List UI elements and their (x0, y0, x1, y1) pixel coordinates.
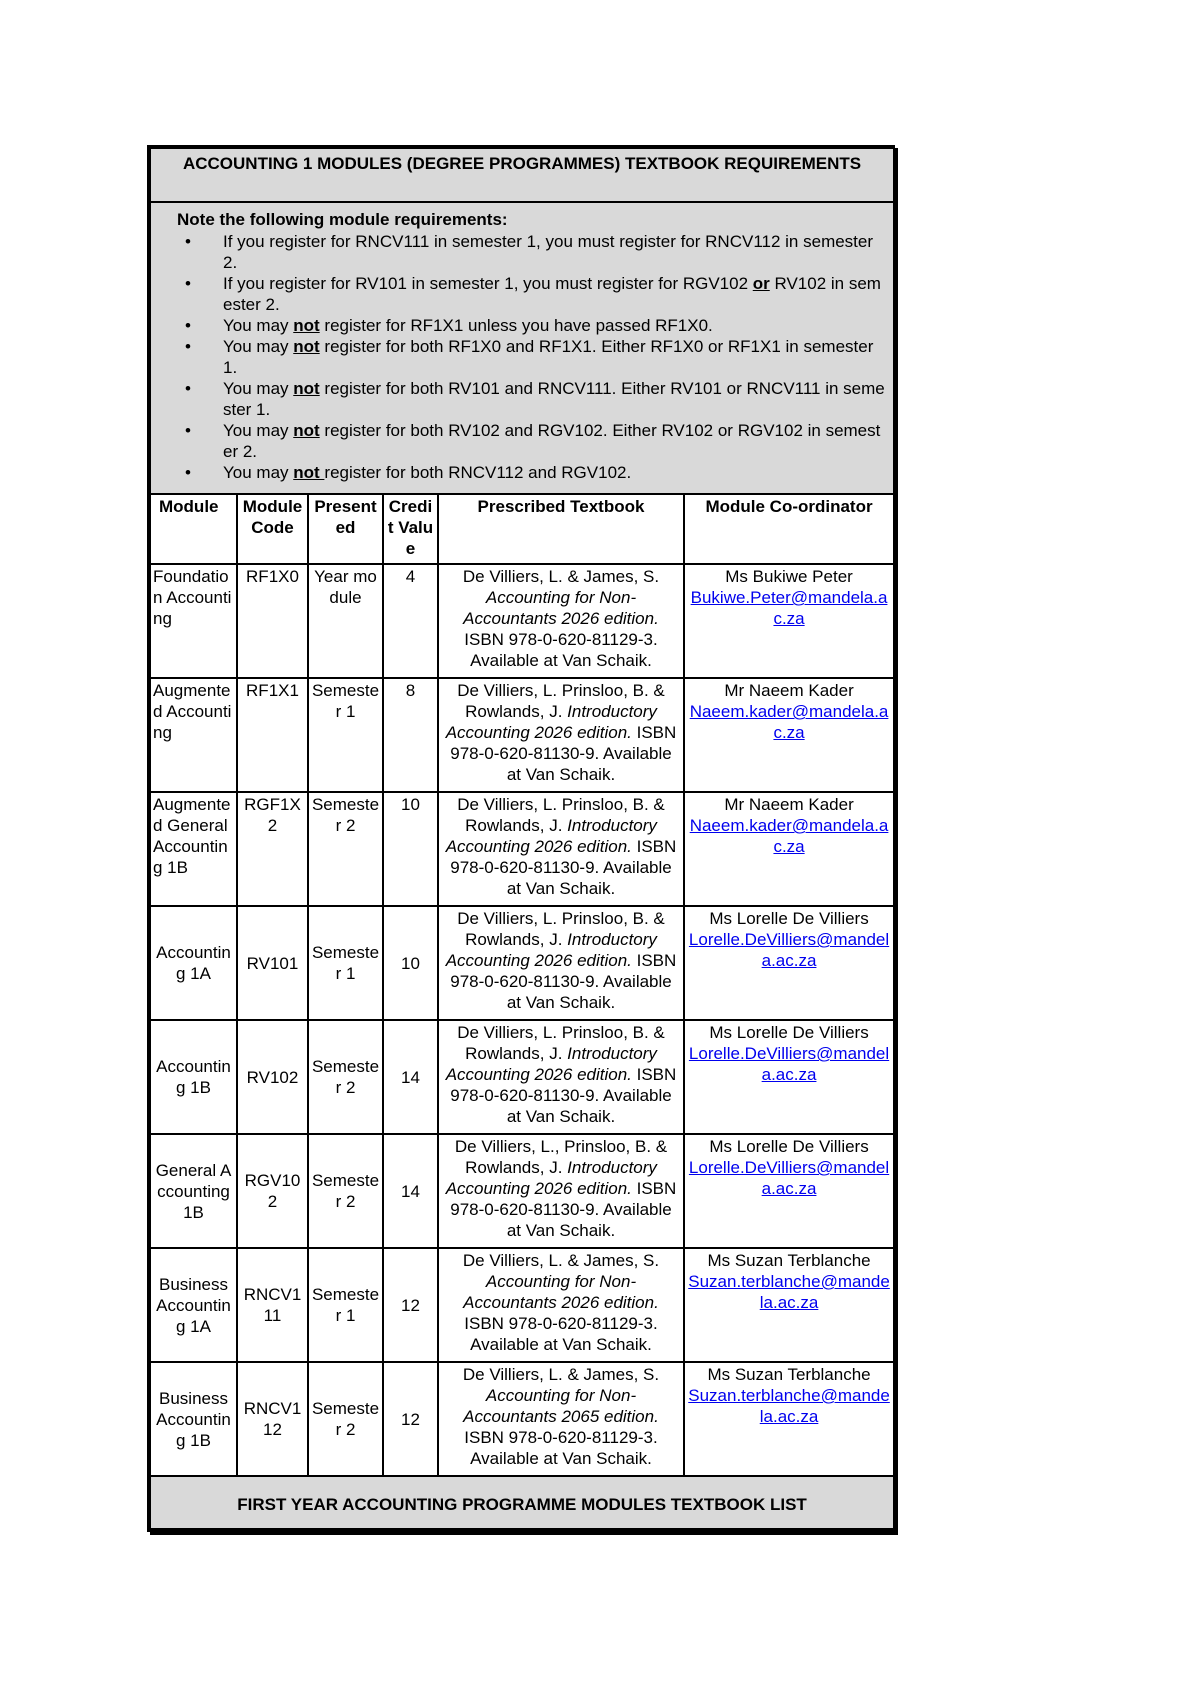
textbook-authors: De Villiers, L. Prinsloo, B. & Rowlands, J. (457, 795, 665, 835)
notes-heading: Note the following module requirements: (177, 210, 508, 229)
requirement-text: You may (223, 316, 294, 335)
table-row (150, 1362, 894, 1476)
coordinator-name: Mr Naeem Kader (724, 681, 854, 700)
textbook-authors: De Villiers, L. & James, S. (462, 1365, 660, 1384)
coordinator-name: Ms Lorelle De Villiers (709, 1137, 869, 1156)
table-row (150, 906, 894, 1020)
coordinator-cell (684, 1362, 894, 1476)
coordinator-cell (684, 678, 894, 792)
textbook-isbn: ISBN 978-0-620-81129-3. Available at Van Schaik. (464, 1428, 658, 1468)
requirement-item (223, 231, 885, 273)
requirement-text: You may (223, 463, 294, 482)
requirement-emphasis-text: not (293, 421, 320, 440)
requirement-text-end: register for both RV101 and RNCV111. Either RV101 or RNCV111 in semester 1. (223, 379, 885, 419)
presented-cell: Semester 1 (308, 678, 383, 792)
requirement-emphasis (293, 337, 319, 356)
requirement-text: If you register for RV101 in semester 1, you must register for RGV102 (223, 274, 753, 293)
column-header: Present ed (308, 494, 383, 564)
requirement-item (223, 273, 885, 315)
requirement-text: You may (223, 421, 294, 440)
module-code-cell: RGV102 (237, 1134, 308, 1248)
textbook-authors: De Villiers, L., Prinsloo, B. & Rowlands, J. (454, 1137, 668, 1177)
requirement-item (223, 420, 885, 462)
textbook-isbn: ISBN 978-0-620-81130-9. Available at Van Schaik. (450, 1179, 677, 1240)
textbook-title: Introductory Accounting 2026 edition. (445, 816, 657, 856)
table-row (150, 792, 894, 906)
coordinator-email-link[interactable]: Lorelle.DeVilliers@mandela.ac.za (688, 1044, 890, 1084)
module-code-cell: RV102 (237, 1020, 308, 1134)
module-name-cell: Accounting 1B (150, 1020, 237, 1134)
module-code-cell: RF1X0 (237, 564, 308, 678)
textbook-isbn: ISBN 978-0-620-81129-3. Available at Van Schaik. (464, 630, 658, 670)
table-row (150, 1020, 894, 1134)
textbook-title: Accounting for Non-Accountants 2026 edition. (463, 588, 659, 628)
module-name-cell: Accounting 1A (150, 906, 237, 1020)
presented-cell: Year module (308, 564, 383, 678)
coordinator-email-link[interactable]: Naeem.kader@mandela.ac.za (689, 702, 889, 742)
coordinator-name: Ms Lorelle De Villiers (709, 1023, 869, 1042)
table-row (150, 1248, 894, 1362)
requirement-text-end: register for both RNCV112 and RGV102. (324, 463, 632, 482)
requirement-text-end: register for RF1X1 unless you have passed RF1X0. (319, 316, 713, 335)
module-name-cell: Business Accounting 1B (150, 1362, 237, 1476)
requirement-emphasis (753, 274, 770, 293)
document-title: ACCOUNTING 1 MODULES (DEGREE PROGRAMMES) TEXTBOOK REQUIREMENTS (150, 148, 894, 202)
coordinator-email-link[interactable]: Suzan.terblanche@mandela.ac.za (688, 1386, 890, 1426)
textbook-title: Introductory Accounting 2026 edition. (445, 930, 657, 970)
coordinator-cell (684, 1248, 894, 1362)
requirement-item (223, 462, 885, 483)
coordinator-email-link[interactable]: Lorelle.DeVilliers@mandela.ac.za (688, 930, 890, 970)
textbook-authors: De Villiers, L. & James, S. (462, 567, 660, 586)
table-row (150, 564, 894, 678)
coordinator-email-link[interactable]: Lorelle.DeVilliers@mandela.ac.za (688, 1158, 890, 1198)
module-code-cell: RV101 (237, 906, 308, 1020)
prescribed-textbook-cell (438, 1248, 684, 1362)
coordinator-email-link[interactable]: Suzan.terblanche@mandela.ac.za (688, 1272, 890, 1312)
textbook-title: Accounting for Non-Accountants 2026 edition. (463, 1272, 659, 1312)
textbook-title: Introductory Accounting 2026 edition. (445, 702, 657, 742)
credit-value-cell: 12 (383, 1362, 438, 1476)
requirement-item (223, 315, 885, 336)
prescribed-textbook-cell (438, 906, 684, 1020)
textbook-title: Introductory Accounting 2026 edition. (445, 1044, 657, 1084)
table-body (150, 564, 894, 1476)
module-name-cell: Business Accounting 1A (150, 1248, 237, 1362)
textbook-isbn: ISBN 978-0-620-81129-3. Available at Van Schaik. (464, 1314, 658, 1354)
prescribed-textbook-cell (438, 792, 684, 906)
requirement-emphasis-text: or (752, 274, 770, 293)
presented-cell: Semester 1 (308, 1248, 383, 1362)
coordinator-name: Ms Lorelle De Villiers (709, 909, 869, 928)
credit-value-cell: 8 (383, 678, 438, 792)
requirement-text-end: register for both RF1X0 and RF1X1. Either RF1X0 or RF1X1 in semester 1. (223, 337, 874, 377)
column-header: Module Code (237, 494, 308, 564)
credit-value-cell: 10 (383, 906, 438, 1020)
column-header: Credi t Value (383, 494, 438, 564)
requirement-emphasis (293, 421, 319, 440)
prescribed-textbook-cell (438, 1020, 684, 1134)
requirement-emphasis-text: not (293, 316, 320, 335)
module-requirements-notes (150, 202, 894, 494)
credit-value-cell: 14 (383, 1020, 438, 1134)
textbook-table (149, 147, 895, 1530)
coordinator-email-link[interactable]: Bukiwe.Peter@mandela.ac.za (690, 588, 888, 628)
coordinator-name: Ms Suzan Terblanche (707, 1251, 871, 1270)
coordinator-name: Ms Suzan Terblanche (707, 1365, 871, 1384)
column-header: Prescribed Textbook (438, 494, 684, 564)
credit-value-cell: 4 (383, 564, 438, 678)
module-name-cell: Augmented Accounting (150, 678, 237, 792)
module-name-cell: General Accounting 1B (150, 1134, 237, 1248)
prescribed-textbook-cell (438, 678, 684, 792)
requirement-emphasis-text: not (293, 337, 320, 356)
coordinator-cell (684, 792, 894, 906)
prescribed-textbook-cell (438, 564, 684, 678)
requirement-emphasis (293, 316, 319, 335)
textbook-isbn: ISBN 978-0-620-81130-9. Available at Van Schaik. (450, 837, 677, 898)
presented-cell: Semester 2 (308, 1020, 383, 1134)
textbook-isbn: ISBN 978-0-620-81130-9. Available at Van Schaik. (450, 723, 677, 784)
module-code-cell: RGF1X2 (237, 792, 308, 906)
column-header: Module (150, 494, 237, 564)
module-name-cell: Foundation Accounting (150, 564, 237, 678)
table-row (150, 1134, 894, 1248)
credit-value-cell: 10 (383, 792, 438, 906)
textbook-authors: De Villiers, L. Prinsloo, B. & Rowlands, J. (457, 1023, 665, 1063)
textbook-title: Accounting for Non-Accountants 2065 edition. (463, 1386, 659, 1426)
presented-cell: Semester 2 (308, 792, 383, 906)
requirement-emphasis (293, 379, 319, 398)
requirement-emphasis-text: not (293, 379, 320, 398)
module-code-cell: RNCV112 (237, 1362, 308, 1476)
requirement-item (223, 378, 885, 420)
coordinator-name: Mr Naeem Kader (724, 795, 854, 814)
textbook-isbn: ISBN 978-0-620-81130-9. Available at Van Schaik. (450, 951, 677, 1012)
prescribed-textbook-cell (438, 1362, 684, 1476)
textbook-title: Introductory Accounting 2026 edition. (445, 1158, 657, 1198)
prescribed-textbook-cell (438, 1134, 684, 1248)
requirement-text: If you register for RNCV111 in semester 1, you must register for RNCV112 in semester 2. (223, 232, 874, 272)
requirement-emphasis-text: not (293, 463, 325, 482)
requirement-text: You may (223, 337, 294, 356)
column-header: Module Co-ordinator (684, 494, 894, 564)
table-header-row (150, 494, 894, 564)
textbook-authors: De Villiers, L. Prinsloo, B. & Rowlands, J. (457, 681, 665, 721)
coordinator-email-link[interactable]: Naeem.kader@mandela.ac.za (689, 816, 889, 856)
presented-cell: Semester 2 (308, 1134, 383, 1248)
textbook-authors: De Villiers, L. & James, S. (462, 1251, 660, 1270)
module-name-cell: Augmented General Accounting 1B (150, 792, 237, 906)
textbook-authors: De Villiers, L. Prinsloo, B. & Rowlands, J. (457, 909, 665, 949)
credit-value-cell: 14 (383, 1134, 438, 1248)
requirement-text: You may (223, 379, 294, 398)
requirement-text-end: RV102 in semester 2. (223, 274, 881, 314)
table-row (150, 678, 894, 792)
coordinator-cell (684, 1020, 894, 1134)
module-code-cell: RNCV111 (237, 1248, 308, 1362)
requirement-item (223, 336, 885, 378)
table-footer: FIRST YEAR ACCOUNTING PROGRAMME MODULES TEXTBOOK LIST (150, 1476, 894, 1529)
requirements-list (177, 231, 885, 483)
coordinator-cell (684, 564, 894, 678)
coordinator-name: Ms Bukiwe Peter (725, 567, 853, 586)
presented-cell: Semester 2 (308, 1362, 383, 1476)
presented-cell: Semester 1 (308, 906, 383, 1020)
module-code-cell: RF1X1 (237, 678, 308, 792)
credit-value-cell: 12 (383, 1248, 438, 1362)
requirement-text-end: register for both RV102 and RGV102. Either RV102 or RGV102 in semester 2. (223, 421, 881, 461)
coordinator-cell (684, 1134, 894, 1248)
textbook-requirements-document (147, 145, 895, 1532)
coordinator-cell (684, 906, 894, 1020)
requirement-emphasis (293, 463, 324, 482)
textbook-isbn: ISBN 978-0-620-81130-9. Available at Van Schaik. (450, 1065, 677, 1126)
